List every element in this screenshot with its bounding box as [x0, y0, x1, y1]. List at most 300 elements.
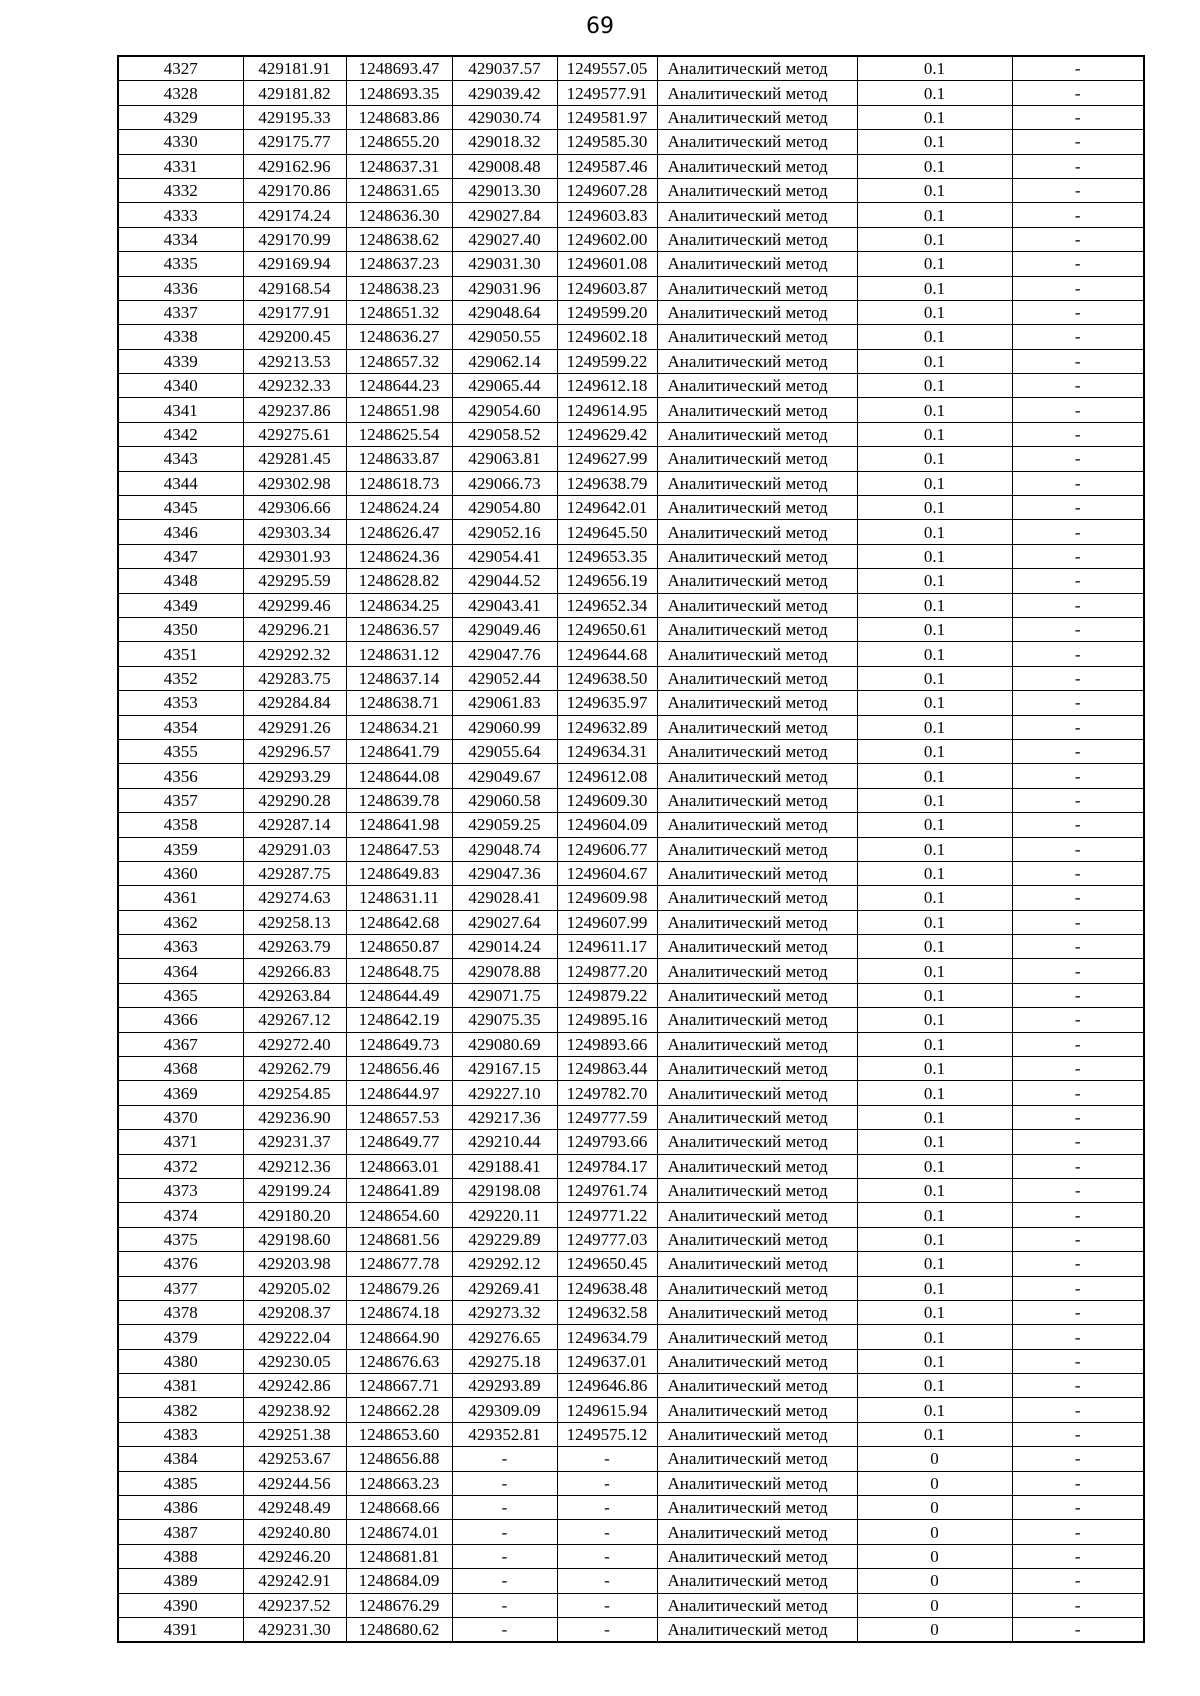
point-number-cell: 4391 [118, 1618, 243, 1643]
accuracy-cell: 0.1 [857, 56, 1012, 81]
table-row [118, 1057, 1144, 1081]
y1-cell: 1248662.28 [346, 1398, 452, 1422]
table-row [118, 1276, 1144, 1300]
point-number-cell: 4353 [118, 691, 243, 715]
x2-cell: 429018.32 [452, 130, 557, 154]
y1-cell: 1248649.73 [346, 1032, 452, 1056]
note-cell: - [1012, 252, 1144, 276]
accuracy-cell: 0.1 [857, 983, 1012, 1007]
x1-cell: 429203.98 [243, 1252, 346, 1276]
y1-cell: 1248638.23 [346, 276, 452, 300]
method-cell: Аналитический метод [657, 374, 857, 398]
point-number-cell: 4338 [118, 325, 243, 349]
x1-cell: 429180.20 [243, 1203, 346, 1227]
note-cell: - [1012, 1057, 1144, 1081]
accuracy-cell: 0.1 [857, 1178, 1012, 1202]
y2-cell: - [557, 1447, 657, 1471]
note-cell: - [1012, 1349, 1144, 1373]
x1-cell: 429231.30 [243, 1618, 346, 1643]
table-row [118, 1105, 1144, 1129]
method-cell: Аналитический метод [657, 715, 857, 739]
table-row [118, 1300, 1144, 1324]
x1-cell: 429266.83 [243, 959, 346, 983]
y2-cell: 1249637.01 [557, 1349, 657, 1373]
method-cell: Аналитический метод [657, 1032, 857, 1056]
point-number-cell: 4355 [118, 739, 243, 763]
x2-cell: 429031.30 [452, 252, 557, 276]
table-row [118, 544, 1144, 568]
y2-cell: 1249650.45 [557, 1252, 657, 1276]
table-row [118, 1252, 1144, 1276]
accuracy-cell: 0 [857, 1520, 1012, 1544]
method-cell: Аналитический метод [657, 1105, 857, 1129]
note-cell: - [1012, 520, 1144, 544]
x1-cell: 429296.21 [243, 617, 346, 641]
method-cell: Аналитический метод [657, 56, 857, 81]
table-row [118, 1032, 1144, 1056]
x1-cell: 429291.03 [243, 837, 346, 861]
accuracy-cell: 0.1 [857, 130, 1012, 154]
y1-cell: 1248653.60 [346, 1422, 452, 1446]
method-cell: Аналитический метод [657, 593, 857, 617]
x2-cell: 429229.89 [452, 1227, 557, 1251]
table-row [118, 813, 1144, 837]
table-row [118, 910, 1144, 934]
table-row [118, 691, 1144, 715]
x2-cell: 429080.69 [452, 1032, 557, 1056]
point-number-cell: 4373 [118, 1178, 243, 1202]
method-cell: Аналитический метод [657, 325, 857, 349]
y2-cell: - [557, 1520, 657, 1544]
table-row [118, 886, 1144, 910]
table-row [118, 983, 1144, 1007]
method-cell: Аналитический метод [657, 1325, 857, 1349]
y1-cell: 1248644.08 [346, 764, 452, 788]
accuracy-cell: 0.1 [857, 544, 1012, 568]
x2-cell: 429050.55 [452, 325, 557, 349]
accuracy-cell: 0.1 [857, 1325, 1012, 1349]
y2-cell: 1249784.17 [557, 1154, 657, 1178]
point-number-cell: 4364 [118, 959, 243, 983]
note-cell: - [1012, 1300, 1144, 1324]
x2-cell: 429066.73 [452, 471, 557, 495]
method-cell: Аналитический метод [657, 1178, 857, 1202]
x1-cell: 429267.12 [243, 1008, 346, 1032]
y2-cell: 1249634.79 [557, 1325, 657, 1349]
x1-cell: 429177.91 [243, 300, 346, 324]
x2-cell: 429052.16 [452, 520, 557, 544]
accuracy-cell: 0 [857, 1496, 1012, 1520]
accuracy-cell: 0.1 [857, 349, 1012, 373]
point-number-cell: 4383 [118, 1422, 243, 1446]
x1-cell: 429275.61 [243, 422, 346, 446]
accuracy-cell: 0.1 [857, 1349, 1012, 1373]
y2-cell: 1249782.70 [557, 1081, 657, 1105]
y1-cell: 1248674.01 [346, 1520, 452, 1544]
table-row [118, 252, 1144, 276]
accuracy-cell: 0.1 [857, 1057, 1012, 1081]
point-number-cell: 4374 [118, 1203, 243, 1227]
method-cell: Аналитический метод [657, 983, 857, 1007]
point-number-cell: 4348 [118, 569, 243, 593]
y1-cell: 1248641.79 [346, 739, 452, 763]
note-cell: - [1012, 1227, 1144, 1251]
table-row [118, 398, 1144, 422]
table-row [118, 1227, 1144, 1251]
method-cell: Аналитический метод [657, 81, 857, 105]
y1-cell: 1248657.53 [346, 1105, 452, 1129]
x1-cell: 429302.98 [243, 471, 346, 495]
point-number-cell: 4362 [118, 910, 243, 934]
accuracy-cell: 0.1 [857, 520, 1012, 544]
method-cell: Аналитический метод [657, 1544, 857, 1568]
note-cell: - [1012, 374, 1144, 398]
table-row [118, 154, 1144, 178]
note-cell: - [1012, 1569, 1144, 1593]
method-cell: Аналитический метод [657, 1276, 857, 1300]
note-cell: - [1012, 544, 1144, 568]
point-number-cell: 4375 [118, 1227, 243, 1251]
coordinates-table [117, 55, 1145, 1643]
method-cell: Аналитический метод [657, 1252, 857, 1276]
note-cell: - [1012, 788, 1144, 812]
note-cell: - [1012, 81, 1144, 105]
x2-cell: - [452, 1447, 557, 1471]
accuracy-cell: 0.1 [857, 715, 1012, 739]
table-row [118, 617, 1144, 641]
y2-cell: 1249638.50 [557, 666, 657, 690]
table-row [118, 276, 1144, 300]
accuracy-cell: 0.1 [857, 471, 1012, 495]
y2-cell: 1249793.66 [557, 1130, 657, 1154]
point-number-cell: 4357 [118, 788, 243, 812]
accuracy-cell: 0.1 [857, 496, 1012, 520]
point-number-cell: 4340 [118, 374, 243, 398]
x1-cell: 429212.36 [243, 1154, 346, 1178]
x2-cell: 429062.14 [452, 349, 557, 373]
x1-cell: 429242.86 [243, 1374, 346, 1398]
note-cell: - [1012, 276, 1144, 300]
note-cell: - [1012, 178, 1144, 202]
point-number-cell: 4342 [118, 422, 243, 446]
accuracy-cell: 0.1 [857, 861, 1012, 885]
y1-cell: 1248655.20 [346, 130, 452, 154]
x1-cell: 429236.90 [243, 1105, 346, 1129]
table-row [118, 1422, 1144, 1446]
note-cell: - [1012, 935, 1144, 959]
y1-cell: 1248638.62 [346, 227, 452, 251]
y1-cell: 1248641.98 [346, 813, 452, 837]
accuracy-cell: 0.1 [857, 81, 1012, 105]
y1-cell: 1248637.23 [346, 252, 452, 276]
x2-cell: - [452, 1520, 557, 1544]
note-cell: - [1012, 959, 1144, 983]
table-row [118, 422, 1144, 446]
note-cell: - [1012, 1130, 1144, 1154]
accuracy-cell: 0.1 [857, 374, 1012, 398]
x1-cell: 429258.13 [243, 910, 346, 934]
method-cell: Аналитический метод [657, 520, 857, 544]
accuracy-cell: 0.1 [857, 227, 1012, 251]
method-cell: Аналитический метод [657, 1422, 857, 1446]
method-cell: Аналитический метод [657, 471, 857, 495]
y1-cell: 1248634.25 [346, 593, 452, 617]
method-cell: Аналитический метод [657, 813, 857, 837]
table-row [118, 1447, 1144, 1471]
x2-cell: 429037.57 [452, 56, 557, 81]
y1-cell: 1248674.18 [346, 1300, 452, 1324]
note-cell: - [1012, 715, 1144, 739]
note-cell: - [1012, 105, 1144, 129]
x2-cell: 429078.88 [452, 959, 557, 983]
note-cell: - [1012, 1447, 1144, 1471]
accuracy-cell: 0.1 [857, 178, 1012, 202]
x2-cell: 429031.96 [452, 276, 557, 300]
x1-cell: 429222.04 [243, 1325, 346, 1349]
accuracy-cell: 0.1 [857, 1300, 1012, 1324]
method-cell: Аналитический метод [657, 154, 857, 178]
y1-cell: 1248634.21 [346, 715, 452, 739]
x2-cell: - [452, 1618, 557, 1643]
point-number-cell: 4333 [118, 203, 243, 227]
method-cell: Аналитический метод [657, 1593, 857, 1617]
y1-cell: 1248642.19 [346, 1008, 452, 1032]
method-cell: Аналитический метод [657, 1520, 857, 1544]
point-number-cell: 4358 [118, 813, 243, 837]
method-cell: Аналитический метод [657, 837, 857, 861]
y1-cell: 1248676.29 [346, 1593, 452, 1617]
method-cell: Аналитический метод [657, 1569, 857, 1593]
x1-cell: 429170.86 [243, 178, 346, 202]
method-cell: Аналитический метод [657, 935, 857, 959]
x1-cell: 429198.60 [243, 1227, 346, 1251]
x2-cell: 429071.75 [452, 983, 557, 1007]
x2-cell: 429054.80 [452, 496, 557, 520]
table-row [118, 642, 1144, 666]
method-cell: Аналитический метод [657, 300, 857, 324]
y2-cell: 1249879.22 [557, 983, 657, 1007]
point-number-cell: 4372 [118, 1154, 243, 1178]
y1-cell: 1248679.26 [346, 1276, 452, 1300]
accuracy-cell: 0.1 [857, 886, 1012, 910]
x2-cell: 429220.11 [452, 1203, 557, 1227]
y2-cell: 1249895.16 [557, 1008, 657, 1032]
point-number-cell: 4336 [118, 276, 243, 300]
x1-cell: 429303.34 [243, 520, 346, 544]
y2-cell: 1249632.89 [557, 715, 657, 739]
x2-cell: - [452, 1544, 557, 1568]
y1-cell: 1248654.60 [346, 1203, 452, 1227]
accuracy-cell: 0 [857, 1593, 1012, 1617]
table-row [118, 325, 1144, 349]
x2-cell: 429043.41 [452, 593, 557, 617]
y1-cell: 1248667.71 [346, 1374, 452, 1398]
note-cell: - [1012, 130, 1144, 154]
table-row [118, 130, 1144, 154]
note-cell: - [1012, 569, 1144, 593]
y2-cell: 1249604.67 [557, 861, 657, 885]
point-number-cell: 4327 [118, 56, 243, 81]
y2-cell: 1249587.46 [557, 154, 657, 178]
point-number-cell: 4363 [118, 935, 243, 959]
x2-cell: 429044.52 [452, 569, 557, 593]
note-cell: - [1012, 813, 1144, 837]
y1-cell: 1248650.87 [346, 935, 452, 959]
y1-cell: 1248641.89 [346, 1178, 452, 1202]
y1-cell: 1248681.81 [346, 1544, 452, 1568]
point-number-cell: 4384 [118, 1447, 243, 1471]
x2-cell: 429048.64 [452, 300, 557, 324]
note-cell: - [1012, 1203, 1144, 1227]
note-cell: - [1012, 1544, 1144, 1568]
accuracy-cell: 0 [857, 1447, 1012, 1471]
point-number-cell: 4376 [118, 1252, 243, 1276]
x2-cell: 429027.84 [452, 203, 557, 227]
method-cell: Аналитический метод [657, 617, 857, 641]
y2-cell: 1249599.22 [557, 349, 657, 373]
y1-cell: 1248657.32 [346, 349, 452, 373]
x1-cell: 429200.45 [243, 325, 346, 349]
x1-cell: 429208.37 [243, 1300, 346, 1324]
note-cell: - [1012, 1325, 1144, 1349]
x2-cell: 429269.41 [452, 1276, 557, 1300]
x1-cell: 429213.53 [243, 349, 346, 373]
method-cell: Аналитический метод [657, 1081, 857, 1105]
table-row [118, 1154, 1144, 1178]
accuracy-cell: 0.1 [857, 276, 1012, 300]
y1-cell: 1248642.68 [346, 910, 452, 934]
x1-cell: 429263.79 [243, 935, 346, 959]
note-cell: - [1012, 203, 1144, 227]
table-row [118, 81, 1144, 105]
method-cell: Аналитический метод [657, 764, 857, 788]
x1-cell: 429287.14 [243, 813, 346, 837]
y2-cell: 1249771.22 [557, 1203, 657, 1227]
table-row [118, 56, 1144, 81]
accuracy-cell: 0.1 [857, 300, 1012, 324]
y2-cell: 1249612.18 [557, 374, 657, 398]
method-cell: Аналитический метод [657, 398, 857, 422]
x1-cell: 429240.80 [243, 1520, 346, 1544]
y2-cell: 1249863.44 [557, 1057, 657, 1081]
method-cell: Аналитический метод [657, 739, 857, 763]
point-number-cell: 4380 [118, 1349, 243, 1373]
note-cell: - [1012, 1374, 1144, 1398]
note-cell: - [1012, 617, 1144, 641]
accuracy-cell: 0.1 [857, 569, 1012, 593]
method-cell: Аналитический метод [657, 910, 857, 934]
table-row [118, 374, 1144, 398]
y2-cell: 1249575.12 [557, 1422, 657, 1446]
x1-cell: 429262.79 [243, 1057, 346, 1081]
x2-cell: 429027.64 [452, 910, 557, 934]
x2-cell: 429293.89 [452, 1374, 557, 1398]
method-cell: Аналитический метод [657, 1447, 857, 1471]
y2-cell: 1249777.59 [557, 1105, 657, 1129]
table-row [118, 1471, 1144, 1495]
method-cell: Аналитический метод [657, 959, 857, 983]
point-number-cell: 4385 [118, 1471, 243, 1495]
x2-cell: 429060.58 [452, 788, 557, 812]
note-cell: - [1012, 1252, 1144, 1276]
point-number-cell: 4349 [118, 593, 243, 617]
x1-cell: 429254.85 [243, 1081, 346, 1105]
method-cell: Аналитический метод [657, 227, 857, 251]
x1-cell: 429253.67 [243, 1447, 346, 1471]
note-cell: - [1012, 739, 1144, 763]
note-cell: - [1012, 349, 1144, 373]
point-number-cell: 4356 [118, 764, 243, 788]
accuracy-cell: 0.1 [857, 1227, 1012, 1251]
method-cell: Аналитический метод [657, 130, 857, 154]
x1-cell: 429299.46 [243, 593, 346, 617]
note-cell: - [1012, 1081, 1144, 1105]
y2-cell: 1249609.98 [557, 886, 657, 910]
accuracy-cell: 0.1 [857, 1032, 1012, 1056]
method-cell: Аналитический метод [657, 1300, 857, 1324]
point-number-cell: 4371 [118, 1130, 243, 1154]
table-row [118, 1496, 1144, 1520]
x1-cell: 429244.56 [243, 1471, 346, 1495]
x1-cell: 429205.02 [243, 1276, 346, 1300]
y2-cell: 1249650.61 [557, 617, 657, 641]
x2-cell: - [452, 1593, 557, 1617]
x2-cell: 429352.81 [452, 1422, 557, 1446]
point-number-cell: 4370 [118, 1105, 243, 1129]
y2-cell: 1249638.48 [557, 1276, 657, 1300]
point-number-cell: 4365 [118, 983, 243, 1007]
point-number-cell: 4351 [118, 642, 243, 666]
method-cell: Аналитический метод [657, 276, 857, 300]
point-number-cell: 4390 [118, 1593, 243, 1617]
note-cell: - [1012, 1618, 1144, 1643]
y1-cell: 1248626.47 [346, 520, 452, 544]
note-cell: - [1012, 227, 1144, 251]
point-number-cell: 4347 [118, 544, 243, 568]
method-cell: Аналитический метод [657, 1227, 857, 1251]
note-cell: - [1012, 1276, 1144, 1300]
y1-cell: 1248618.73 [346, 471, 452, 495]
accuracy-cell: 0.1 [857, 1081, 1012, 1105]
note-cell: - [1012, 764, 1144, 788]
x2-cell: 429027.40 [452, 227, 557, 251]
note-cell: - [1012, 1398, 1144, 1422]
point-number-cell: 4366 [118, 1008, 243, 1032]
table-row [118, 1081, 1144, 1105]
y2-cell: 1249629.42 [557, 422, 657, 446]
accuracy-cell: 0.1 [857, 203, 1012, 227]
x2-cell: 429188.41 [452, 1154, 557, 1178]
x1-cell: 429292.32 [243, 642, 346, 666]
x2-cell: 429292.12 [452, 1252, 557, 1276]
accuracy-cell: 0.1 [857, 398, 1012, 422]
point-number-cell: 4335 [118, 252, 243, 276]
accuracy-cell: 0.1 [857, 1130, 1012, 1154]
point-number-cell: 4330 [118, 130, 243, 154]
y1-cell: 1248637.14 [346, 666, 452, 690]
x2-cell: 429210.44 [452, 1130, 557, 1154]
note-cell: - [1012, 1105, 1144, 1129]
method-cell: Аналитический метод [657, 252, 857, 276]
point-number-cell: 4389 [118, 1569, 243, 1593]
y2-cell: 1249607.28 [557, 178, 657, 202]
x1-cell: 429195.33 [243, 105, 346, 129]
y1-cell: 1248677.78 [346, 1252, 452, 1276]
accuracy-cell: 0.1 [857, 1203, 1012, 1227]
method-cell: Аналитический метод [657, 861, 857, 885]
x1-cell: 429237.86 [243, 398, 346, 422]
table-row [118, 959, 1144, 983]
